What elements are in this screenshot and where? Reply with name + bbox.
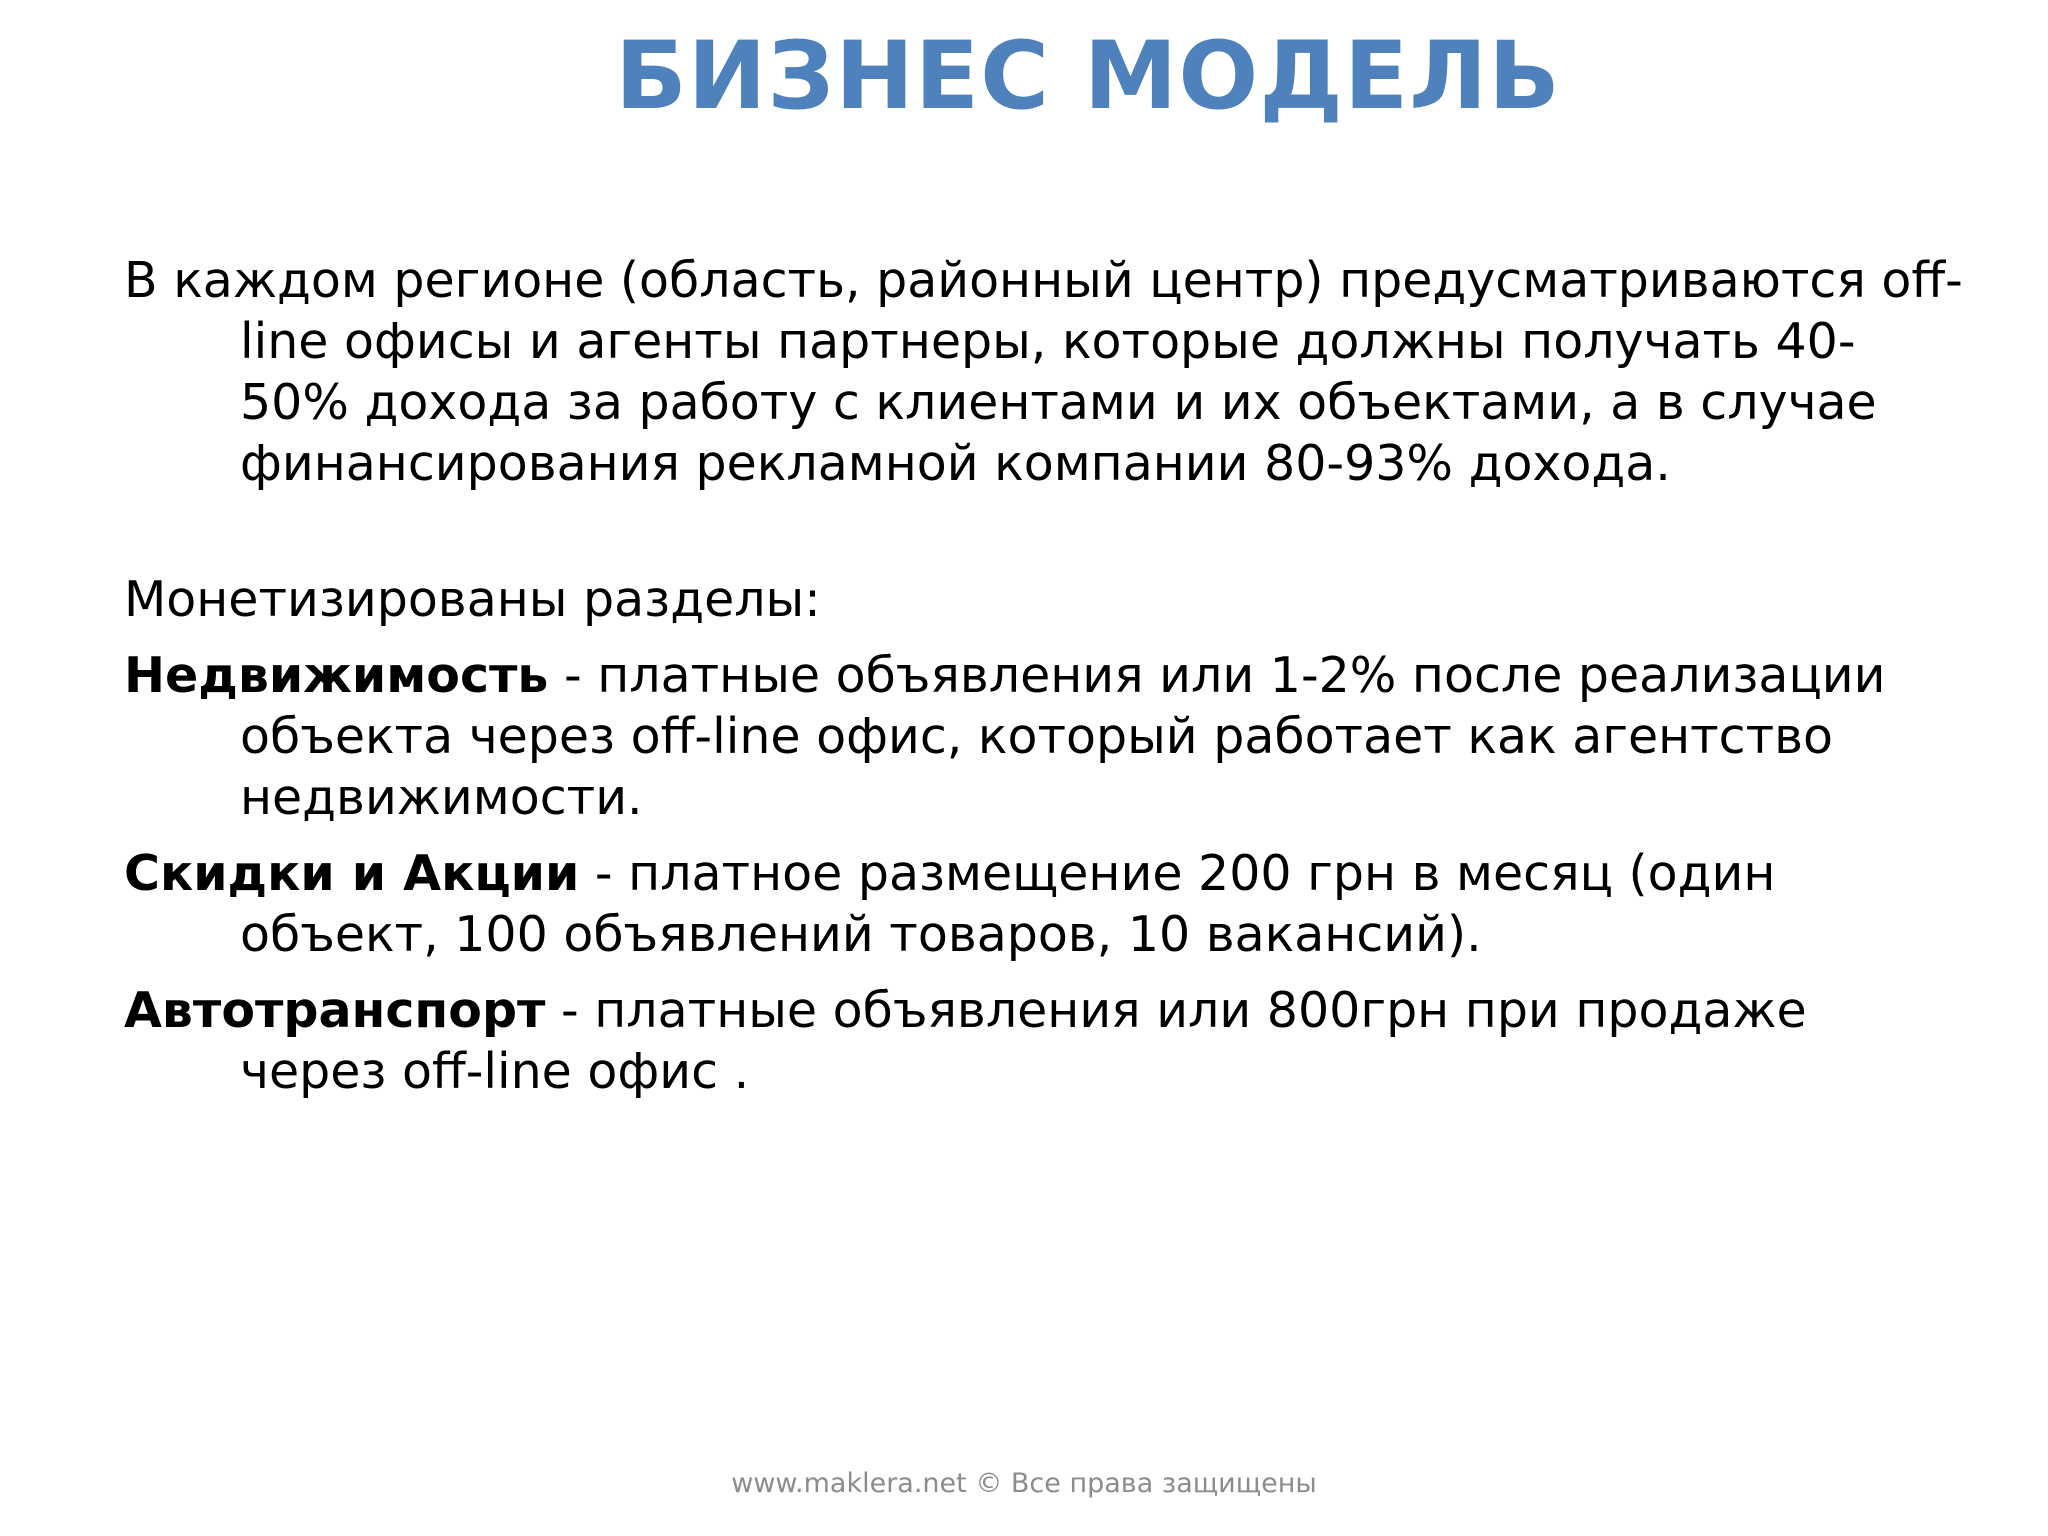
section-discounts-name: Скидки и Акции — [124, 845, 580, 902]
intro-paragraph: В каждом регионе (область, районный центр) предусматриваются off-line офисы и агенты партнеры, которые должны получать 40-50% дохода за работу с клиентами и их объектами, а в случае финансирования рекламной компании 80-93% дохода. — [124, 252, 1963, 492]
section-auto-name: Автотранспорт — [124, 982, 546, 1039]
slide-content — [124, 250, 1964, 1102]
section-real-estate-text: - платные объявления или 1-2% после реализации объекта через off-line офис, который работает как агентство недвижимости. — [240, 647, 1886, 826]
slide-title: БИЗНЕС МОДЕЛЬ — [615, 22, 1561, 131]
monetized-heading: Монетизированы разделы: — [124, 571, 821, 628]
section-auto-text: - платные объявления или 800грн при продаже через off-line офис . — [240, 982, 1807, 1100]
section-real-estate — [124, 645, 1964, 828]
section-discounts — [124, 843, 1964, 965]
footer-copyright: www.maklera.net © Все права защищены — [731, 1468, 1317, 1499]
section-real-estate-name: Недвижимость — [124, 647, 549, 704]
section-discounts-text: - платное размещение 200 грн в месяц (один объект, 100 объявлений товаров, 10 вакансий). — [240, 845, 1776, 963]
section-auto — [124, 980, 1964, 1102]
